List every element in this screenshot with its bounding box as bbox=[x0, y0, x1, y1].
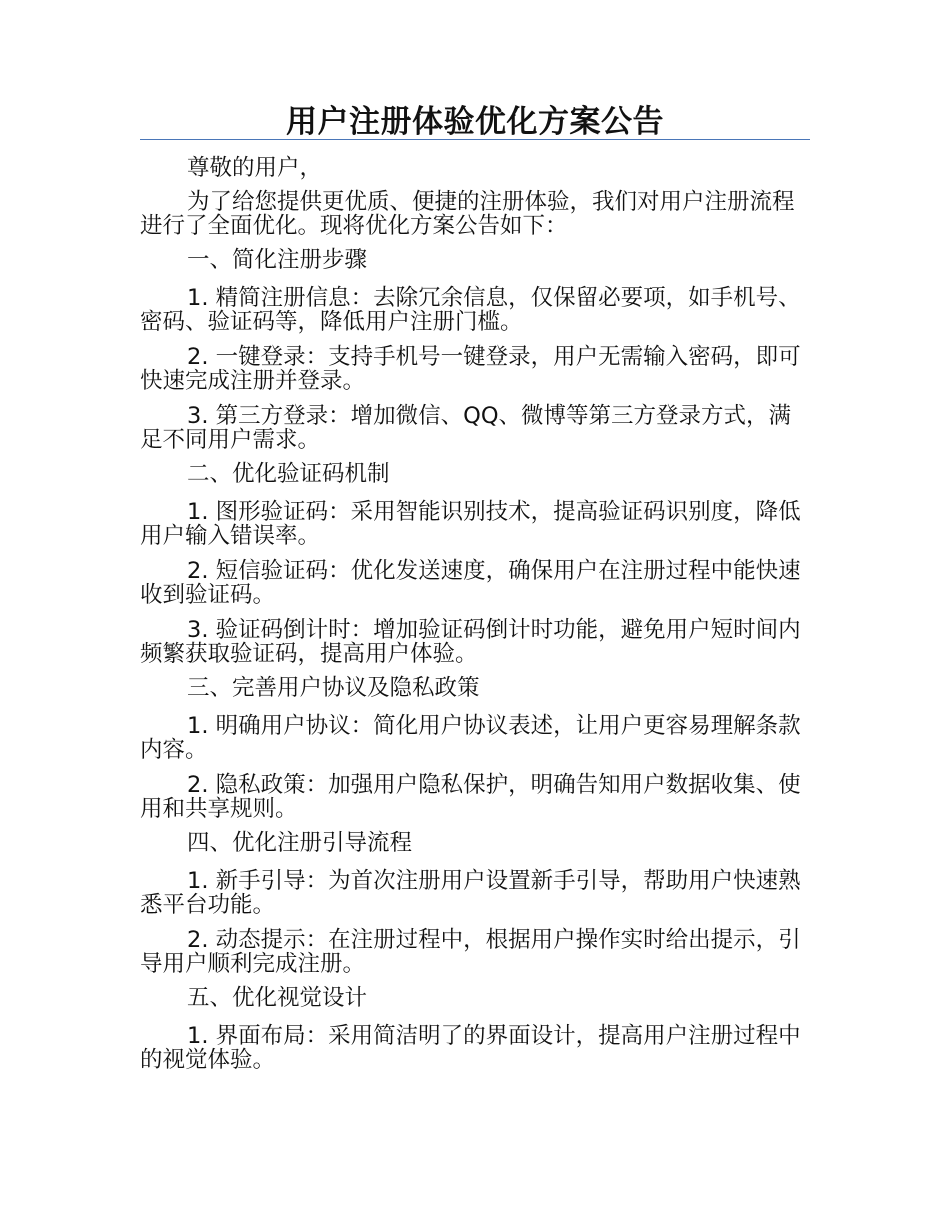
section-2-item-3: 3. 验证码倒计时：增加验证码倒计时功能，避免用户短时间内频繁获取验证码，提高用户体验。 bbox=[140, 617, 801, 667]
section-heading-1: 一、简化注册步骤 bbox=[187, 247, 368, 273]
document-title: 用户注册体验优化方案公告 bbox=[286, 104, 664, 140]
section-3-item-1: 1. 明确用户协议：简化用户协议表述，让用户更容易理解条款内容。 bbox=[140, 713, 801, 763]
section-3-item-2: 2. 隐私政策：加强用户隐私保护，明确告知用户数据收集、使用和共享规则。 bbox=[140, 772, 801, 822]
section-1-item-1: 1. 精简注册信息：去除冗余信息，仅保留必要项，如手机号、密码、验证码等，降低用户注册门槛。 bbox=[140, 285, 801, 335]
section-1-item-2: 2. 一键登录：支持手机号一键登录，用户无需输入密码，即可快速完成注册并登录。 bbox=[140, 344, 801, 394]
intro-paragraph: 为了给您提供更优质、便捷的注册体验，我们对用户注册流程进行了全面优化。现将优化方案公告如下： bbox=[140, 189, 795, 239]
document-body bbox=[140, 156, 810, 1072]
section-4-item-2: 2. 动态提示：在注册过程中，根据用户操作实时给出提示，引导用户顺利完成注册。 bbox=[140, 927, 801, 977]
section-2-item-1: 1. 图形验证码：采用智能识别技术，提高验证码识别度，降低用户输入错误率。 bbox=[140, 499, 801, 549]
greeting: 尊敬的用户， bbox=[187, 155, 323, 181]
section-heading-2: 二、优化验证码机制 bbox=[187, 461, 390, 487]
section-heading-4: 四、优化注册引导流程 bbox=[187, 830, 413, 856]
title-underline bbox=[140, 139, 810, 140]
section-5-item-1: 1. 界面布局：采用简洁明了的界面设计，提高用户注册过程中的视觉体验。 bbox=[140, 1023, 801, 1073]
section-1-item-3: 3. 第三方登录：增加微信、QQ、微博等第三方登录方式，满足不同用户需求。 bbox=[140, 403, 792, 453]
section-4-item-1: 1. 新手引导：为首次注册用户设置新手引导，帮助用户快速熟悉平台功能。 bbox=[140, 868, 801, 918]
section-heading-5: 五、优化视觉设计 bbox=[187, 985, 368, 1011]
section-heading-3: 三、完善用户协议及隐私政策 bbox=[187, 675, 480, 701]
section-2-item-2: 2. 短信验证码：优化发送速度，确保用户在注册过程中能快速收到验证码。 bbox=[140, 558, 801, 608]
